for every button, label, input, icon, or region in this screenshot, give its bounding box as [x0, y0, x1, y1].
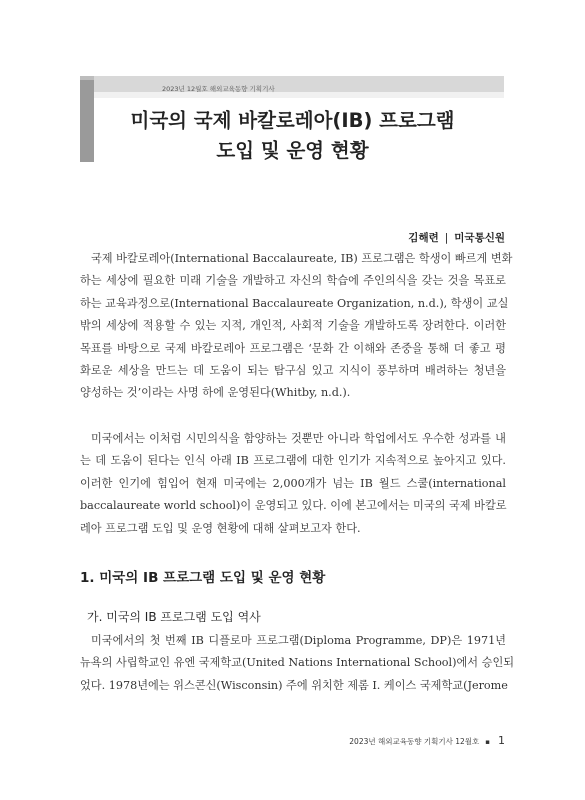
text-line: 하는 교육과정으로(International Baccalaureate Organization, n.d.), 학생이 교실: [80, 296, 509, 310]
text-line: 는 데 도움이 된다는 인식 아래 IB 프로그램에 대한 인기가 지속적으로 높아지고 있다.: [80, 454, 506, 468]
text-line: 미국에서는 이처럼 시민의식을 함양하는 것뿐만 아니라 학업에서도 우수한 성과를 내: [91, 432, 506, 445]
text-line: 하는 세상에 필요한 미래 기술을 개발하고 자신의 학습에 주인의식을 갖는 것을 목표로: [80, 274, 506, 288]
intro-paragraph-1: [80, 248, 513, 405]
author-name: 김해련: [408, 232, 439, 244]
text-line: 양성하는 것’이라는 사명 하에 운영된다(Whitby, n.d.).: [80, 386, 351, 400]
page-title-line1: 미국의 국제 바칼로레아(IB) 프로그램: [130, 109, 455, 132]
text-line: 이러한 인기에 힘입어 현재 미국에는 2,000개가 넘는 IB 월드 스쿨(international: [80, 476, 506, 490]
text-line: 미국에서의 첫 번째 IB 디플로마 프로그램(Diploma Programme, DP)은 1971년: [91, 634, 506, 647]
sub-heading: 가. 미국의 IB 프로그램 도입 역사: [87, 610, 261, 624]
author-separator: |: [444, 232, 449, 244]
section-heading: 1. 미국의 IB 프로그램 도입 및 운영 현황: [80, 570, 326, 586]
footer-text: 2023년 해외교육동향 기획기사 12월호: [349, 737, 480, 746]
page-footer: [349, 734, 505, 747]
section1-paragraph: [80, 630, 515, 697]
page-number: 1: [498, 734, 505, 747]
text-line: 레아 프로그램 도입 및 운영 현황에 대해 살펴보고자 한다.: [80, 521, 361, 535]
text-line: 밖의 세상에 적용할 수 있는 지적, 개인적, 사회적 기술을 개발하도록 장려한다. 이러한: [80, 319, 506, 333]
intro-paragraph-2: [80, 428, 506, 540]
text-line: baccalaureate world school)이 운영되고 있다. 이에 본고에서는 미국의 국제 바칼로: [80, 499, 507, 513]
footer-bullet: ▪: [485, 738, 490, 746]
author-byline: [408, 230, 505, 245]
page-title-line2: 도입 및 운영 현황: [216, 139, 369, 162]
text-line: 국제 바칼로레아(International Baccalaureate, IB) 프로그램은 학생이 빠르게 변화: [91, 252, 513, 265]
issue-label: 2023년 12월호 해외교육동향 기획기사: [162, 85, 275, 93]
text-line: 뉴욕의 사립학교인 유엔 국제학교(United Nations International School)에서 승인되: [80, 656, 515, 670]
text-line: 화로운 세상을 만드는 데 도움이 되는 탐구심 있고 지식이 풍부하며 배려하는 청년을: [80, 364, 506, 378]
text-line: 었다. 1978년에는 위스콘신(Wisconsin) 주에 위치한 제롬 I. 케이스 국제학교(Jerome: [80, 678, 508, 692]
text-line: 목표를 바탕으로 국제 바칼로레아 프로그램은 ‘문화 간 이해와 존중을 통해 더 좋고 평: [80, 341, 506, 355]
author-affiliation: 미국통신원: [454, 232, 505, 244]
